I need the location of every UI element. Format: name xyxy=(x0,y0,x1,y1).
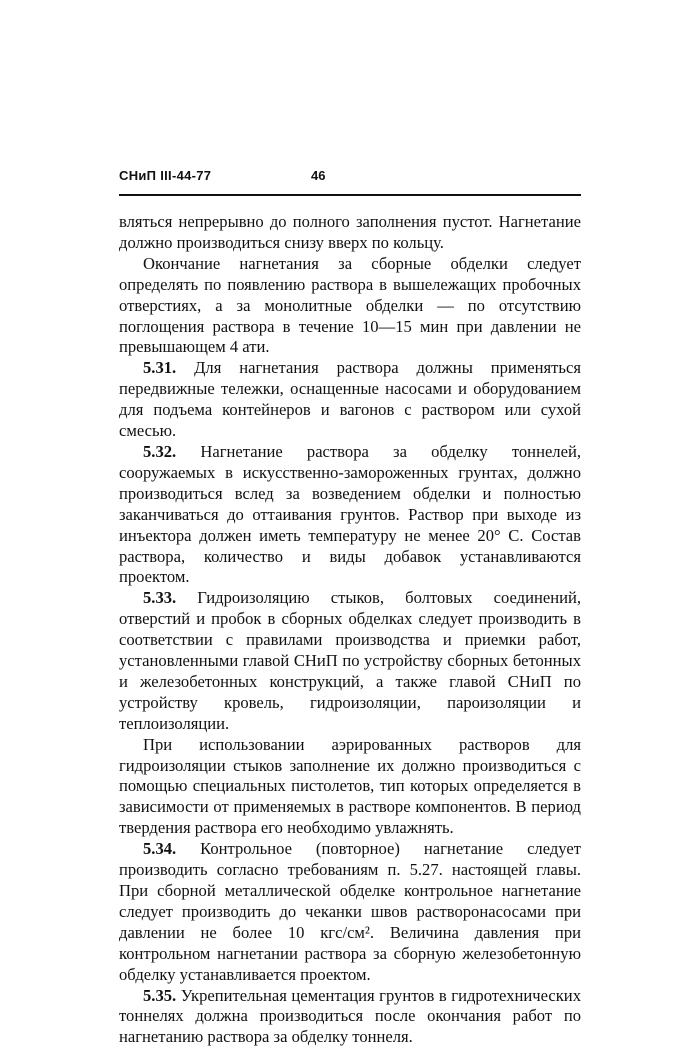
paragraph-text: Окончание нагнетания за сборные обделки следует определять по появлению раствора в вышележащих пробочных отверстиях, а за монолитные обделки — по отсутствию поглощения раствора в течение 10—15 мин при давлении не превышающем 4 ати. xyxy=(119,253,581,357)
paragraph-text: вляться непрерывно до полного заполнения пустот. Нагнетание должно производиться снизу вверх по кольцу. xyxy=(119,212,581,252)
page-number: 46 xyxy=(311,168,326,183)
document-code: СНиП III-44-77 xyxy=(119,168,212,183)
clause-5-31 xyxy=(119,358,581,442)
paragraph-text: Для нагнетания раствора должны применяться передвижные тележки, оснащенные насосами и оборудованием для подъема контейнеров и вагонов с раствором или сухой смесью. xyxy=(119,358,582,441)
paragraph-text: Гидроизоляцию стыков, болтовых соединений, отверстий и пробок в сборных обделках следует производить в соответствии с правилами производства и приемки работ, установленными главой СНиП по устройству сборных бетонных и железобетонных конструкций, а также главой СНиП по устройству кровель, гидроизоляции, пароизоляции и теплоизоляции. xyxy=(119,588,581,733)
clause-5-32 xyxy=(119,442,581,588)
clause-number: 5.31. xyxy=(143,358,177,378)
page-header xyxy=(119,168,581,190)
paragraph-text: При использовании аэрированных растворов для гидроизоляции стыков заполнение их должно производиться с помощью специальных пистолетов, тип которых определяется в зависимости от применяемых в растворе компонентов. В период твердения раствора его необходимо увлажнять. xyxy=(119,734,581,838)
clause-5-33 xyxy=(119,588,581,734)
clause-number: 5.33. xyxy=(143,588,177,608)
clause-number: 5.35. xyxy=(143,985,177,1005)
document-body xyxy=(119,212,581,1048)
clause-5-34 xyxy=(119,839,581,985)
paragraph xyxy=(119,212,581,254)
paragraph xyxy=(119,254,581,359)
paragraph xyxy=(119,735,581,840)
document-page xyxy=(119,168,581,1048)
clause-number: 5.32. xyxy=(143,441,177,461)
header-rule xyxy=(119,194,581,196)
paragraph-text: Нагнетание раствора за обделку тоннелей, сооружаемых в искусственно-замороженных грунтах, должно производиться вслед за возведением обделки и полностью заканчиваться до оттаивания грунтов. Раствор при выходе из инъектора должен иметь температуру не менее 20° С. Состав раствора, количество и виды добавок устанавливаются проектом. xyxy=(119,441,581,587)
clause-number: 5.34. xyxy=(143,839,177,859)
clause-5-35 xyxy=(119,986,581,1048)
paragraph-text: Укрепительная цементация грунтов в гидротехнических тоннелях должна производиться после окончания работ по нагнетанию раствора за обделку тоннеля. xyxy=(119,985,581,1047)
paragraph-text: Контрольное (повторное) нагнетание следует производить согласно требованиям п. 5.27. настоящей главы. При сборной металлической обделке контрольное нагнетание следует производить до чеканки швов растворонасосами при давлении не более 10 кгс/см². Величина давления при контрольном нагнетании раствора за сборную железобетонную обделку устанавливается проектом. xyxy=(119,839,581,984)
